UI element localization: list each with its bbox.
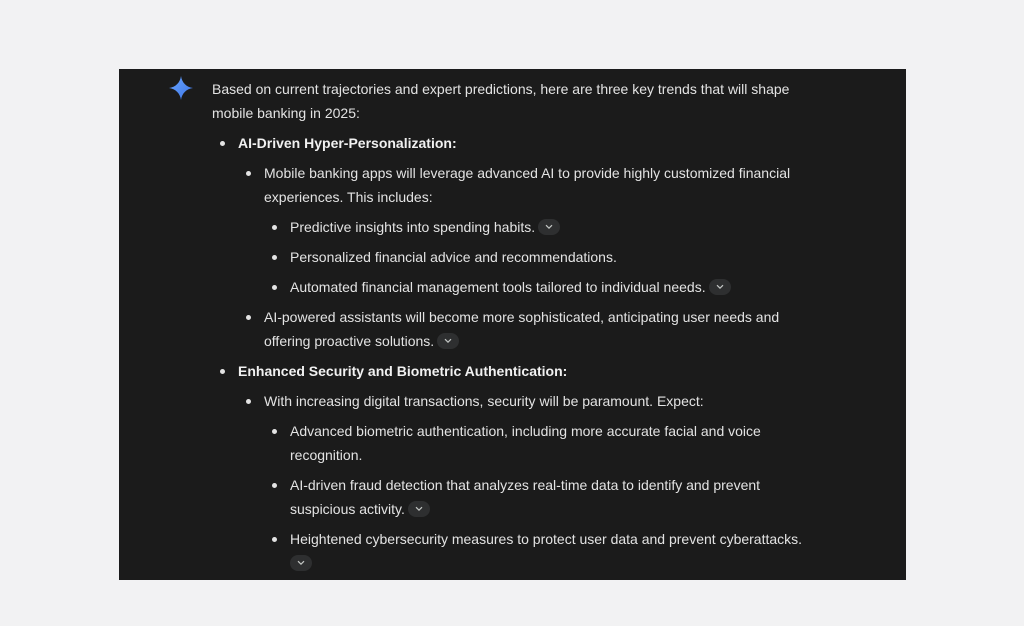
chevron-down-icon [297, 560, 305, 566]
chevron-down-icon [545, 224, 553, 230]
list-item [238, 305, 812, 353]
subpoint-text: AI-driven fraud detection that analyzes real-time data to identify and prevent suspicious activity. [290, 477, 761, 517]
response-intro: Based on current trajectories and expert predictions, here are three key trends that will shape mobile banking in 2025: [212, 81, 790, 121]
point-text: With increasing digital transactions, security will be paramount. Expect: [264, 393, 704, 409]
source-chip[interactable] [538, 219, 560, 235]
point-text: Mobile banking apps will leverage advanced AI to provide highly customized financial experiences. This includes: [264, 165, 791, 205]
chevron-down-icon [415, 506, 423, 512]
list-item [264, 245, 812, 269]
list-item [238, 389, 812, 575]
subpoint-text: Personalized financial advice and recommendations. [290, 249, 617, 265]
response-panel [119, 69, 906, 580]
sub-points [264, 419, 812, 575]
sub-points [264, 215, 812, 299]
list-item [238, 161, 812, 299]
source-chip[interactable] [290, 555, 312, 571]
source-chip[interactable] [437, 333, 459, 349]
trend-points [238, 161, 812, 353]
trend-points [238, 389, 812, 575]
list-item [264, 215, 812, 239]
chevron-down-icon [716, 284, 724, 290]
list-item [264, 473, 812, 521]
chevron-down-icon [444, 338, 452, 344]
trend-list [212, 131, 812, 575]
subpoint-text: Automated financial management tools tailored to individual needs. [290, 279, 706, 295]
list-item [212, 359, 812, 575]
subpoint-text: Heightened cybersecurity measures to protect user data and prevent cyberattacks. [290, 531, 803, 547]
trend-heading: AI-Driven Hyper-Personalization: [238, 135, 457, 151]
trend-heading: Enhanced Security and Biometric Authentication: [238, 363, 568, 379]
list-item [264, 275, 812, 299]
source-chip[interactable] [408, 501, 430, 517]
list-item [264, 419, 812, 467]
list-item [212, 131, 812, 353]
subpoint-text: Advanced biometric authentication, including more accurate facial and voice recognition. [290, 423, 761, 463]
subpoint-text: Predictive insights into spending habits. [290, 219, 536, 235]
response-content [212, 77, 812, 580]
source-chip[interactable] [709, 279, 731, 295]
point-text: AI-powered assistants will become more sophisticated, anticipating user needs and offering proactive solutions. [264, 309, 780, 349]
gemini-sparkle-icon [169, 76, 193, 100]
list-item [264, 527, 812, 575]
